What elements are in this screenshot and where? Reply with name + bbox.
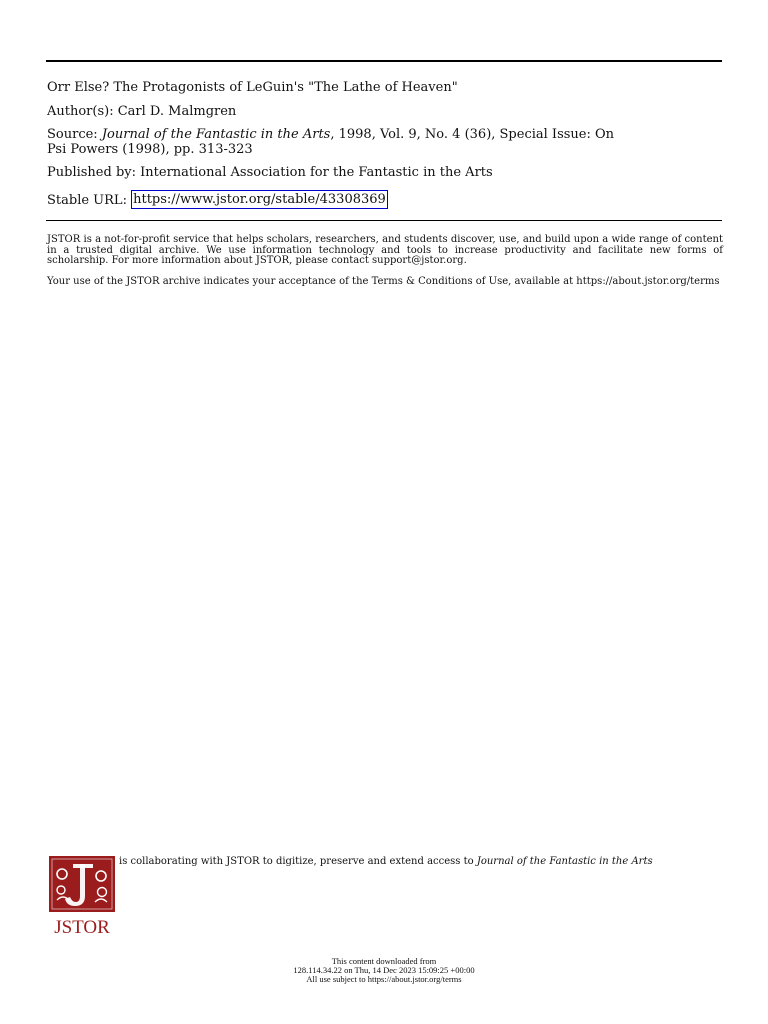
published-label: Published by: bbox=[47, 165, 136, 180]
logo-wordmark: JSTOR bbox=[54, 917, 110, 936]
source-line bbox=[47, 127, 723, 157]
jstor-logo-icon bbox=[49, 856, 115, 936]
stable-url-link[interactable]: https://www.jstor.org/stable/43308369 bbox=[133, 192, 386, 207]
publisher-name: International Association for the Fantastic in the Arts bbox=[140, 165, 493, 180]
source-journal: Journal of the Fantastic in the Arts bbox=[101, 127, 331, 142]
author-name: Carl D. Malmgren bbox=[117, 104, 237, 119]
collaboration-statement bbox=[119, 856, 679, 867]
publisher-line bbox=[47, 165, 723, 180]
collaboration-text: is collaborating with JSTOR to digitize, preserve and extend access to bbox=[119, 856, 474, 867]
author-label: Author(s): bbox=[47, 104, 114, 119]
download-footer bbox=[0, 957, 768, 984]
footer-line-1: This content downloaded from bbox=[331, 956, 437, 966]
terms-notice: Your use of the JSTOR archive indicates your acceptance of the Terms & Conditions of Use, available at https://about.jstor.org/terms bbox=[47, 276, 720, 287]
jstor-notice: JSTOR is a not-for-profit service that helps scholars, researchers, and students discover, use, and build upon a wide range of content in a trusted digital archive. We use information technology and tools to increase productivity and facilitate new forms of scholarship. For more information about JSTOR, please contact support@jstor.org. bbox=[47, 234, 723, 266]
footer-line-2: 128.114.34.22 on Thu, 14 Dec 2023 15:09:25 +00:00 bbox=[293, 965, 475, 975]
top-rule bbox=[46, 60, 722, 62]
source-details: , 1998, Vol. 9, No. 4 (36), Special Issue: On bbox=[330, 127, 615, 142]
stable-url-line bbox=[47, 191, 723, 210]
stable-url-label: Stable URL: bbox=[47, 193, 127, 208]
collaboration-journal: Journal of the Fantastic in the Arts bbox=[476, 856, 653, 867]
source-details-2: Psi Powers (1998), pp. 313-323 bbox=[47, 142, 253, 157]
divider-rule bbox=[46, 220, 722, 221]
footer-line-3: All use subject to https://about.jstor.org/terms bbox=[306, 974, 462, 984]
author-line bbox=[47, 104, 723, 119]
source-label: Source: bbox=[47, 127, 98, 142]
article-title: Orr Else? The Protagonists of LeGuin's "The Lathe of Heaven" bbox=[47, 80, 458, 95]
